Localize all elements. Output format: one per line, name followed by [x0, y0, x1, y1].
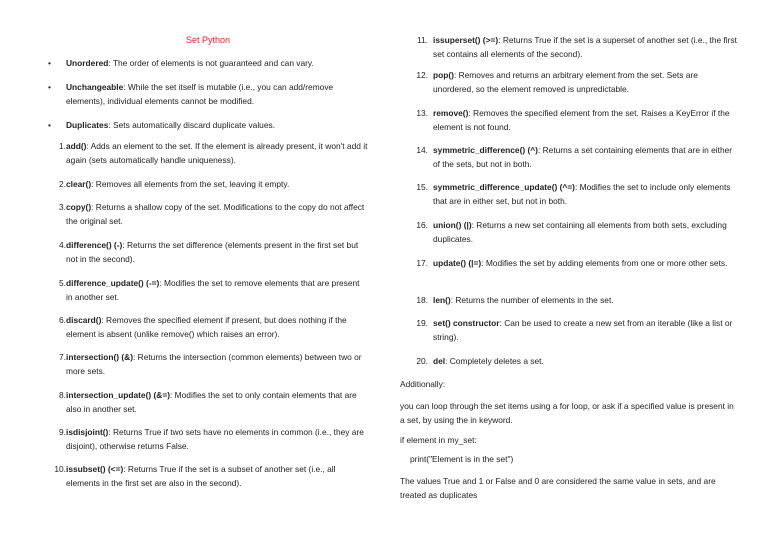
item-number: 13. — [416, 108, 428, 118]
method-desc: : Can be used to create a new set from an iterable (like a list or string). — [433, 318, 733, 343]
method-desc: : Modifies the set to only contain elements that are also in another set. — [66, 390, 357, 415]
method-name: issubset() (<=) — [66, 464, 124, 474]
bullet-dot: • — [48, 82, 51, 92]
additionally-heading: Additionally: — [400, 379, 446, 389]
method-name: symmetric_difference_update() (^=) — [433, 182, 575, 192]
method-desc: : Removes the specified element if present, but does nothing if the element is absent (unlike remove() which raises an error). — [66, 315, 347, 340]
method-name: difference() (-) — [66, 240, 123, 250]
page-title: Set Python — [185, 35, 231, 45]
method-desc: : Removes all elements from the set, leaving it empty. — [91, 179, 290, 189]
method-desc: : Returns True if the set is a superset of another set (i.e., the first set contains all elements of the second). — [433, 35, 737, 60]
method-desc: : Returns True if two sets have no elements in common (i.e., they are disjoint), otherwise returns False. — [66, 427, 364, 452]
item-number: 19. — [416, 318, 428, 328]
method-name: difference_update() (-=) — [66, 278, 160, 288]
bullet-item-unordered — [48, 56, 368, 70]
item-number: 2. — [59, 179, 66, 189]
item-number: 16. — [416, 220, 428, 230]
term-desc: : While the set itself is mutable (i.e., you can add/remove elements), individual elements cannot be modified. — [66, 82, 334, 107]
term-desc: : Sets automatically discard duplicate values. — [108, 120, 276, 130]
method-name: clear() — [66, 179, 92, 189]
method-desc: : Returns the number of elements in the set. — [450, 295, 614, 305]
method-name: copy() — [66, 202, 92, 212]
item-number: 10. — [54, 464, 66, 474]
method-desc: : Removes and returns an arbitrary element from the set. Sets are unordered, so the element removed is unpredictable. — [433, 70, 698, 95]
method-desc: : Returns a shallow copy of the set. Modifications to the copy do not affect the original set. — [66, 202, 365, 227]
method-desc: : Returns True if the set is a subset of another set (i.e., all elements in the first set are also in the second). — [66, 464, 336, 489]
duplicates-paragraph: The values True and 1 or False and 0 are considered the same value in sets, and are treated as duplicates — [400, 476, 716, 501]
item-number: 20. — [416, 356, 428, 366]
item-number: 18. — [416, 295, 428, 305]
method-desc: : Modifies the set to include only elements that are in either set, but not in both. — [433, 182, 731, 207]
item-number: 11. — [416, 35, 428, 45]
method-desc: : Removes the specified element from the set. Raises a KeyError if the element is not found. — [433, 108, 730, 133]
item-number: 8. — [59, 390, 66, 400]
method-name: set() constructor — [433, 318, 500, 328]
code-line-2: print("Element is in the set") — [410, 454, 514, 464]
item-number: 12. — [416, 70, 428, 80]
item-number: 17. — [416, 258, 428, 268]
method-desc: : Returns the intersection (common elements) between two or more sets. — [66, 352, 362, 377]
bullet-dot: • — [48, 58, 51, 68]
bullet-item-duplicates — [48, 118, 368, 132]
method-name: discard() — [66, 315, 102, 325]
method-name: len() — [433, 295, 451, 305]
method-name: issuperset() (>=) — [433, 35, 499, 45]
term: Unordered — [66, 58, 109, 68]
term: Unchangeable — [66, 82, 124, 92]
method-name: union() (|) — [433, 220, 472, 230]
method-desc: : Returns a new set containing all elements from both sets, excluding duplicates. — [433, 220, 727, 245]
item-number: 15. — [416, 182, 428, 192]
bullet-dot: • — [48, 120, 51, 130]
method-desc: : Modifies the set by adding elements from one or more other sets. — [481, 258, 728, 268]
method-desc: : Completely deletes a set. — [445, 356, 544, 366]
item-number: 9. — [59, 427, 66, 437]
method-name: pop() — [433, 70, 454, 80]
loop-paragraph: you can loop through the set items using a for loop, or ask if a specified value is present in a set, by using the in keyword. — [400, 401, 734, 426]
term-desc: : The order of elements is not guaranteed and can vary. — [108, 58, 314, 68]
item-number: 7. — [59, 352, 66, 362]
item-number: 4. — [59, 240, 66, 250]
method-desc: : Modifies the set to remove elements that are present in another set. — [66, 278, 360, 303]
method-name: update() (|=) — [433, 258, 482, 268]
method-name: intersection() (&) — [66, 352, 133, 362]
method-name: isdisjoint() — [66, 427, 109, 437]
item-number: 5. — [59, 278, 66, 288]
method-name: symmetric_difference() (^) — [433, 145, 538, 155]
method-desc: : Returns a set containing elements that are in either of the sets, but not in both. — [433, 145, 733, 170]
method-desc: : Returns the set difference (elements present in the first set but not in the second). — [66, 240, 359, 265]
item-number: 3. — [59, 202, 66, 212]
bullet-item-unchangeable — [48, 80, 368, 108]
item-number: 1. — [59, 141, 66, 151]
term: Duplicates — [66, 120, 109, 130]
method-name: del — [433, 356, 446, 366]
method-name: intersection_update() (&=) — [66, 390, 171, 400]
method-desc: : Adds an element to the set. If the element is already present, it won't add it again (sets automatically handle uniqueness). — [66, 141, 368, 166]
code-line-1: if element in my_set: — [400, 435, 477, 445]
method-name: remove() — [433, 108, 469, 118]
item-number: 6. — [59, 315, 66, 325]
item-number: 14. — [416, 145, 428, 155]
method-name: add() — [66, 141, 87, 151]
